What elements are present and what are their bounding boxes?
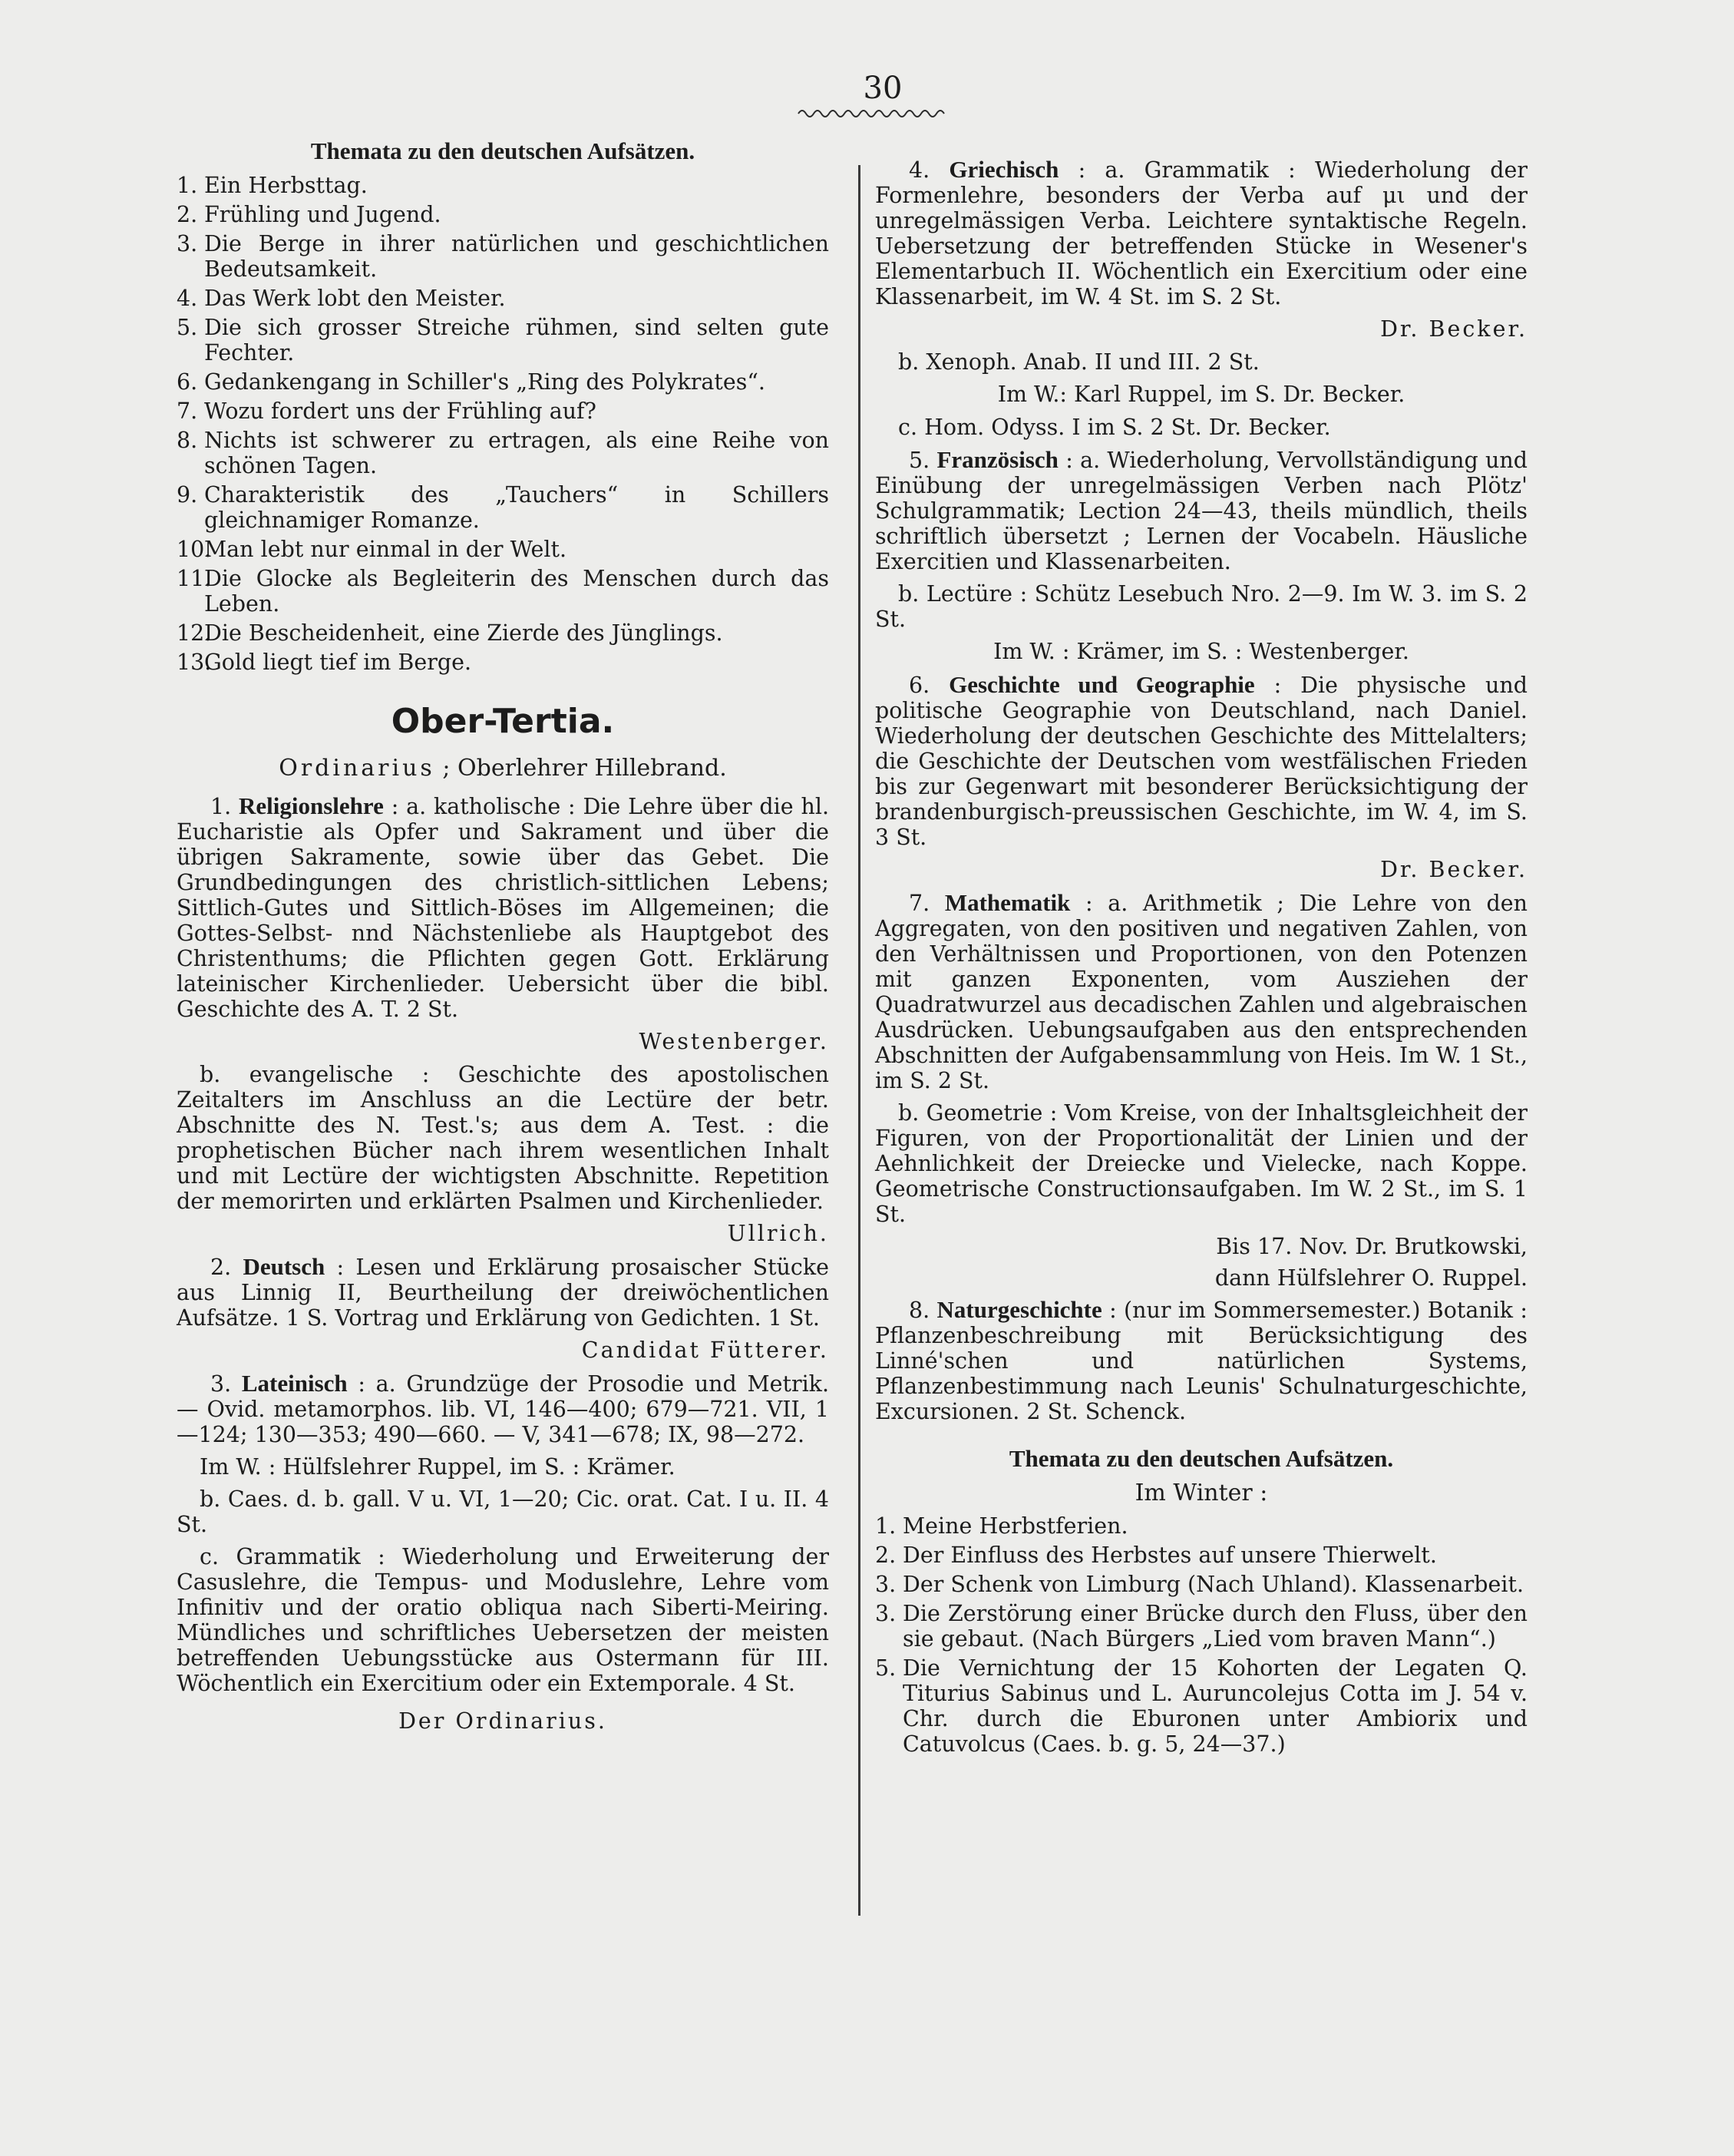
left-column <box>177 138 829 1741</box>
greek-b: b. Xenoph. Anab. II und III. 2 St. <box>898 349 1260 375</box>
list-item: 3. Der Schenk von Limburg (Nach Uhland). Klassenarbeit. <box>875 1572 1524 1597</box>
list-item: 6. Gedankengang in Schiller's „Ring des Polykrates“. <box>177 369 765 395</box>
evangelical-section: b. evangelische : Geschichte des apostolischen Zeitalters im Anschluss an die Lectüre der betr. Abschnitte des N. Test.'s; aus dem A. Test. : die prophetischen Bücher nach ihrem wesentlichen Inhalt und mit Lectüre der wichtigsten Abschnitte. Repetition der memorirten und erklärten Psalmen und Kirchenlieder. <box>177 1062 829 1214</box>
list-item: 11. Die Glocke als Begleiterin des Menschen durch das Leben. <box>177 566 829 617</box>
history-section: 6. Geschichte und Geographie : Die physische und politische Geographie von Deutschland, nach Daniel. Wiederholung der deutschen Geschichte des Mittelalters; die Geschichte der Deutschen vom westfälischen Frieden bis zur Gegenwart mit besonderer Berücksichtigung der brandenburgisch-preussischen Geschichte, im W. 4, im S. 3 St. <box>875 671 1528 850</box>
column-rule <box>858 165 860 1916</box>
math-teacher-1: Bis 17. Nov. Dr. Brutkowski, <box>1216 1234 1528 1259</box>
latin-section: 3. Lateinisch : a. Grundzüge der Prosodie und Metrik. — Ovid. metamorphos. lib. VI, 146—400; 679—721. VII, 1—124; 130—353; 490—660. — V, 341—678; IX, 98—272. <box>177 1370 830 1447</box>
themata-heading-right: Themata zu den deutschen Aufsätzen. <box>1009 1445 1394 1472</box>
list-item: 5. Die sich grosser Streiche rühmen, sind selten gute Fechter. <box>177 315 829 365</box>
french-teachers: Im W. : Krämer, im S. : Westenberger. <box>993 639 1409 664</box>
list-item: 10. Man lebt nur einmal in der Welt. <box>177 537 567 562</box>
themata-list-right <box>875 1513 1528 1757</box>
math-b: b. Geometrie : Vom Kreise, von der Inhaltsgleichheit der Figuren, von der Proportionalität der Linien und der Aehnlichkeit der Dreiecke und Vielecke, nach Koppe. Geometrische Constructionsaufgaben. Im W. 2 St., im S. 1 St. <box>875 1100 1528 1227</box>
greek-section: 4. Griechisch : a. Grammatik : Wiederholung der Formenlehre, besonders der Verba auf μι und der unregelmässigen Verba. Leichtere syntaktische Regeln. Uebersetzung der betreffenden Stücke in Wesener's Elementarbuch II. Wöchentlich ein Exercitium oder eine Klassenarbeit, im W. 4 St. im S. 2 St. <box>875 156 1528 309</box>
ornament-divider <box>797 106 950 118</box>
nature-section: 8. Naturgeschichte : (nur im Sommersemester.) Botanik : Pflanzenbeschreibung mit Berücksichtigung des Linné'schen und natürlichen Systems, Pflanzenbestimmung nach Leunis' Schulnaturgeschichte, Excursionen. 2 St. Schenck. <box>875 1296 1528 1424</box>
page-number: 30 <box>863 71 903 106</box>
list-item: 12. Die Bescheidenheit, eine Zierde des Jünglings. <box>177 620 723 646</box>
list-item: 5. Die Vernichtung der 15 Kohorten der Legaten Q. Titurius Sabinus und L. Auruncolejus Cotta im J. 54 v. Chr. durch die Eburonen unter Ambiorix und Catuvolcus (Caes. b. g. 5, 24—37.) <box>875 1655 1528 1757</box>
french-section: 5. Französisch : a. Wiederholung, Vervollständigung und Einübung der unregelmässigen Verben nach Plötz' Schulgrammatik; Lection 24—43, theils mündlich, theils schriftlich übersetzt ; Lernen der Vocabeln. Häusliche Exercitien und Klassenarbeiten. <box>875 446 1528 574</box>
list-item: 2. Frühling und Jugend. <box>177 202 441 227</box>
religion-teacher: Westenberger. <box>639 1029 829 1054</box>
list-item: 2. Der Einfluss des Herbstes auf unsere Thierwelt. <box>875 1543 1437 1568</box>
religion-section: 1. Religionslehre : a. katholische : Die Lehre über die hl. Eucharistie als Opfer und Sakrament und über die übrigen Sakramente, sowie über das Gebet. Die Grundbedingungen des christlich-sittlichen Lebens; Sittlich-Gutes und Sittlich-Böses im Allgemeinen; die Gottes-Selbst- nnd Nächstenliebe als Hauptgebot des Christenthums; die Pflichten gegen Gott. Erklärung lateinischer Kirchenlieder. Uebersicht über die bibl. Geschichte des A. T. 2 St. <box>177 792 829 1022</box>
latin-teacher: Der Ordinarius. <box>398 1708 607 1734</box>
latin-b: b. Caes. d. b. gall. V u. VI, 1—20; Cic. orat. Cat. I u. II. 4 St. <box>177 1486 829 1537</box>
french-b: b. Lectüre : Schütz Lesebuch Nro. 2—9. Im W. 3. im S. 2 St. <box>875 581 1528 632</box>
history-teacher: Dr. Becker. <box>1380 857 1528 882</box>
latin-teachers: Im W. : Hülfslehrer Ruppel, im S. : Krämer. <box>200 1454 675 1480</box>
themata-subheading: Im Winter : <box>1135 1480 1268 1506</box>
list-item: 1. Ein Herbsttag. <box>177 173 368 198</box>
math-section: 7. Mathematik : a. Arithmetik ; Die Lehre von den Aggregaten, von den positiven und negativen Zahlen, von den Verhältnissen und Proportionen, von den Potenzen mit ganzen Exponenten, vom Ausziehen der Quadratwurzel aus decadischen Zahlen und algebraischen Ausdrücken. Uebungsaufgaben aus den entsprechenden Abschnitten der Aufgabensammlung von Heis. Im W. 1 St., im S. 2 St. <box>875 889 1528 1093</box>
latin-c: c. Grammatik : Wiederholung und Erweiterung der Casuslehre, die Tempus- und Moduslehre, Lehre vom Infinitiv und der oratio obliqua nach Siberti-Meiring. Mündliches und schriftliches Uebersetzen der meisten betreffenden Uebungsstücke aus Ostermann für III. Wöchentlich ein Exercitium oder ein Extemporale. 4 St. <box>177 1544 829 1696</box>
list-item: 4. Das Werk lobt den Meister. <box>177 286 506 311</box>
list-item: 1. Meine Herbstferien. <box>875 1513 1128 1539</box>
list-item: 8. Nichts ist schwerer zu ertragen, als eine Reihe von schönen Tagen. <box>177 428 829 478</box>
class-title: Ober-Tertia. <box>391 702 615 741</box>
list-item: 3. Die Berge in ihrer natürlichen und geschichtlichen Bedeutsamkeit. <box>177 231 829 282</box>
list-item: 7. Wozu fordert uns der Frühling auf? <box>177 398 596 424</box>
list-item: 9. Charakteristik des „Tauchers“ in Schillers gleichnamiger Romanze. <box>177 482 829 533</box>
right-column <box>875 138 1528 1775</box>
greek-teacher: Dr. Becker. <box>1380 316 1528 342</box>
greek-b-teachers: Im W.: Karl Ruppel, im S. Dr. Becker. <box>997 382 1405 407</box>
evangelical-teacher: Ullrich. <box>727 1221 829 1246</box>
math-teacher-2: dann Hülfslehrer O. Ruppel. <box>1214 1265 1528 1291</box>
themata-heading: Themata zu den deutschen Aufsätzen. <box>310 137 695 164</box>
list-item: 13. Gold liegt tief im Berge. <box>177 650 472 675</box>
greek-c: c. Hom. Odyss. I im S. 2 St. Dr. Becker. <box>898 415 1331 440</box>
ordinarius-line: Ordinarius ; Oberlehrer Hillebrand. <box>279 755 727 782</box>
themata-list <box>177 173 829 675</box>
list-item: 3. Die Zerstörung einer Brücke durch den Fluss, über den sie gebaut. (Nach Bürgers „Lied vom braven Mann“.) <box>875 1601 1528 1652</box>
german-teacher: Candidat Fütterer. <box>581 1338 829 1363</box>
german-section: 2. Deutsch : Lesen und Erklärung prosaischer Stücke aus Linnig II, Beurtheilung der dreiwöchentlichen Aufsätze. 1 S. Vortrag und Erklärung von Gedichten. 1 St. <box>177 1253 830 1331</box>
